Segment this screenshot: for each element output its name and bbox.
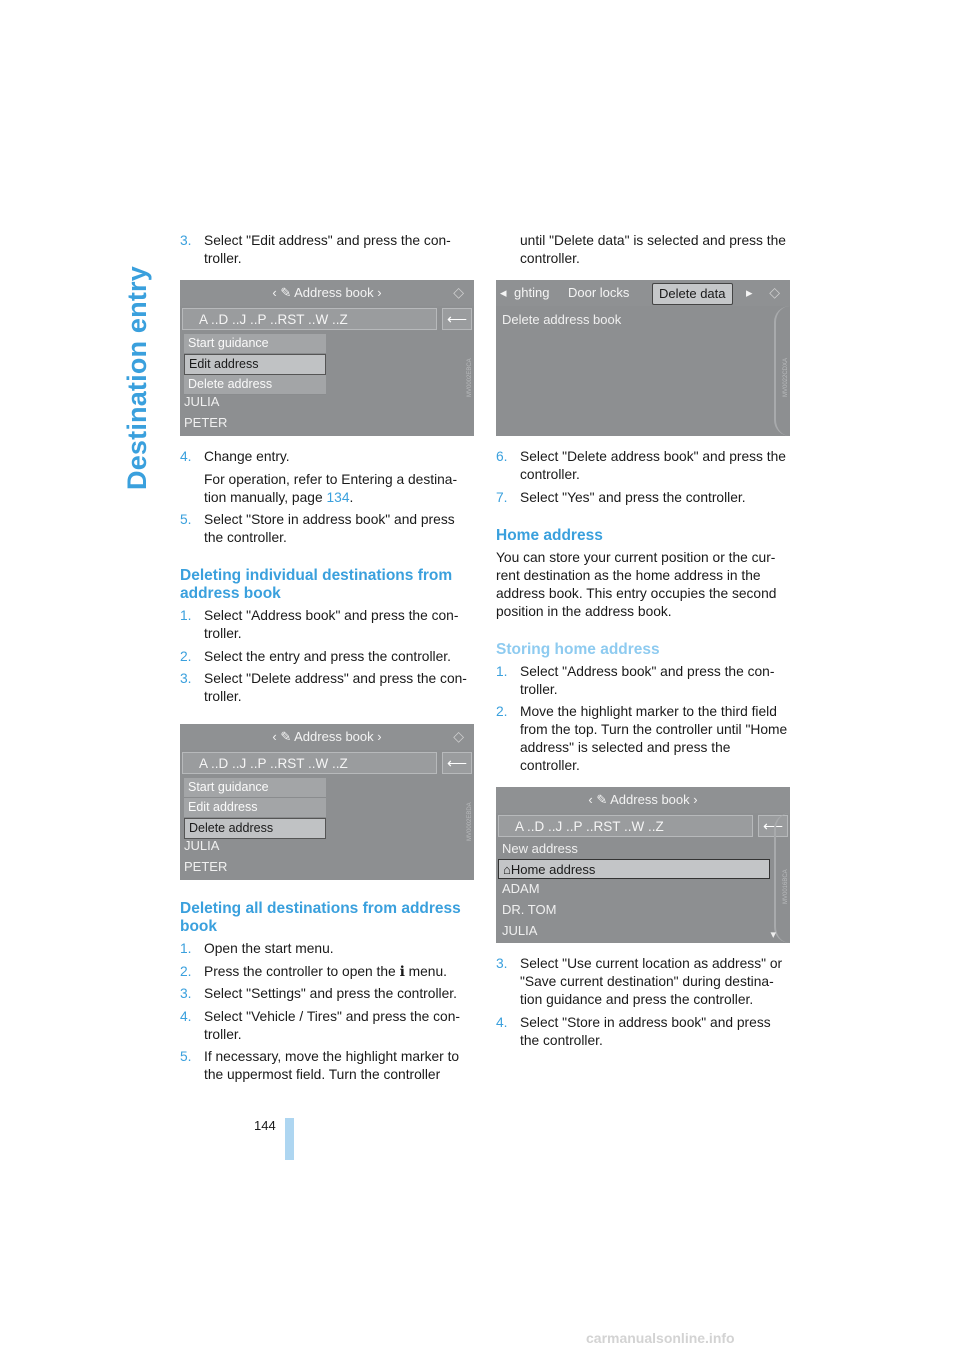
list-item: New address — [502, 841, 578, 856]
heading-delete-individual: Deleting individual destinations from address book — [180, 567, 453, 602]
step-item — [496, 955, 790, 1009]
home-icon: ⌂ — [503, 862, 511, 877]
step-item — [496, 703, 790, 775]
alphabet-bar: A ..D ..J ..P ..RST ..W ..Z — [498, 815, 753, 837]
step-number: 2. — [180, 963, 192, 979]
page-link[interactable]: 134 — [326, 489, 350, 505]
step-item — [496, 1014, 790, 1050]
arrow-right-icon: › — [377, 285, 382, 300]
step-text: Select "Store in address book" and press the controller. — [520, 1014, 771, 1048]
figure-code: MV0002EBCA — [467, 358, 473, 397]
alphabet-bar: A ..D ..J ..P ..RST ..W ..Z — [182, 752, 437, 774]
context-menu — [184, 778, 326, 839]
menu-item-edit-address: Edit address — [184, 798, 326, 818]
step-number: 2. — [180, 648, 192, 664]
step-item — [180, 648, 474, 666]
step-number: 4. — [496, 1014, 508, 1030]
arrow-left-icon: ◂ — [500, 285, 507, 300]
heading-delete-all: Deleting all destinations from address book — [180, 900, 461, 935]
step-text: Select the entry and press the controller. — [204, 648, 451, 664]
step-text: Change entry. — [204, 449, 290, 464]
list-item: DR. TOM — [502, 902, 557, 917]
step-item — [180, 607, 474, 643]
figure-code: MV0022CDXA — [783, 357, 789, 397]
arrow-right-icon: ▸ — [746, 285, 753, 300]
list-item-label: Home address — [510, 862, 596, 877]
step-item — [180, 985, 474, 1003]
step-item — [180, 1008, 474, 1044]
screen-header — [180, 280, 474, 306]
list-item-selected — [498, 859, 770, 879]
address-book-icon: ✎ — [280, 729, 292, 744]
controller-icon: ◇ — [453, 728, 464, 744]
screen-title: Address book — [610, 792, 690, 807]
step-text: Select "Vehicle / Tires" and press the con-troller. — [204, 1008, 460, 1042]
arrow-left-icon: ‹ — [272, 729, 281, 744]
step-item — [180, 940, 474, 958]
tab-delete-data: Delete data — [652, 283, 733, 305]
step-number: 1. — [496, 663, 508, 679]
screen-header — [496, 280, 790, 306]
arrow-left-icon: ‹ — [588, 792, 597, 807]
context-menu — [184, 334, 326, 395]
step-text: Select "Delete address" and press the con-troller. — [204, 671, 467, 704]
step-item — [180, 511, 474, 547]
step-text: Move the highlight marker to the third field from the top. Turn the controller until "Home address" is selected and press the controller. — [520, 704, 788, 773]
step-number: 3. — [180, 671, 192, 686]
list-item: PETER — [184, 859, 228, 874]
menu-item-edit-address: Edit address — [184, 354, 326, 375]
step-number: 1. — [180, 608, 192, 623]
step-cont-end: . — [349, 489, 354, 505]
controller-icon: ◇ — [769, 284, 780, 300]
list-item: Delete address book — [502, 312, 622, 327]
step-number: 3. — [180, 986, 192, 1001]
list-item: JULIA — [184, 838, 220, 853]
back-arrow-icon: ⟵ — [758, 815, 788, 837]
step-number: 6. — [496, 449, 508, 464]
step-continuation — [180, 471, 474, 507]
figure-code: MV0016BCA — [783, 869, 789, 904]
back-arrow-icon: ⟵ — [442, 752, 472, 774]
step-cont-text: For operation, refer to Entering a destina-tion manually, page — [204, 471, 458, 505]
step-text: Select "Delete address book" and press the controller. — [520, 449, 786, 482]
step-number: 7. — [496, 489, 508, 505]
figure-code: MV0002EBDA — [467, 802, 473, 841]
step-number: 5. — [180, 512, 192, 527]
step-number: 5. — [180, 1049, 192, 1064]
watermark: carmanualsonline.info — [586, 1330, 735, 1346]
arrow-right-icon: › — [377, 729, 382, 744]
menu-item-delete-address: Delete address — [184, 375, 326, 395]
heading-home-address: Home address — [496, 526, 603, 544]
menu-item-delete-address: Delete address — [184, 818, 326, 839]
step-text: Select "Address book" and press the con-troller. — [520, 663, 775, 697]
menu-item-start-guidance: Start guidance — [184, 778, 326, 798]
list-item: PETER — [184, 415, 228, 430]
step-number: 1. — [180, 941, 192, 956]
step-text: Select "Edit address" and press the con-troller. — [204, 233, 451, 266]
step-item — [496, 663, 790, 699]
section-title-vertical — [118, 232, 158, 490]
back-arrow-icon: ⟵ — [442, 308, 472, 330]
step-item — [496, 489, 790, 507]
scroll-down-icon: ▾ — [770, 929, 776, 941]
step-text: Select "Store in address book" and press the controller. — [204, 512, 455, 545]
screen-address-book-edit — [180, 280, 474, 436]
screen-address-book-delete — [180, 724, 474, 880]
tab-door-locks: Door locks — [568, 285, 630, 300]
list-item: JULIA — [184, 394, 220, 409]
step-text: Select "Settings" and press the controller. — [204, 986, 457, 1001]
step-text: If necessary, move the highlight marker to the uppermost field. Turn the controller — [204, 1049, 460, 1082]
step-item — [180, 1048, 474, 1084]
step-text: Press the controller to open the ℹ menu. — [204, 963, 447, 979]
step-text: Open the start menu. — [204, 941, 334, 956]
screen-header — [180, 724, 474, 750]
step-number: 3. — [180, 233, 192, 248]
step-text: Select "Use current location as address" or "Save current destination" during destina-tion guidance and press the controller. — [520, 956, 783, 1007]
section-title: Destination entry — [122, 266, 152, 490]
arrow-right-icon: › — [693, 792, 698, 807]
step-number: 2. — [496, 704, 508, 719]
step-item — [180, 670, 474, 706]
controller-icon: ◇ — [453, 284, 464, 300]
tab-lighting: ghting — [514, 285, 550, 300]
step-item — [496, 448, 790, 484]
screen-title: Address book — [294, 285, 374, 300]
left-column — [180, 232, 474, 1089]
arrow-left-icon: ‹ — [272, 285, 281, 300]
step-item — [180, 448, 474, 466]
screen-title: Address book — [294, 729, 374, 744]
step-continuation: until "Delete data" is selected and press the controller. — [520, 233, 786, 266]
page-number: 144 — [254, 1118, 276, 1133]
step-number: 4. — [180, 449, 192, 464]
screen-header — [496, 787, 790, 813]
step-text: Select "Address book" and press the con-troller. — [204, 608, 459, 641]
list-item: JULIA — [502, 923, 538, 938]
address-book-icon: ✎ — [280, 285, 292, 300]
screen-address-book-home — [496, 787, 790, 943]
step-text: Select "Yes" and press the controller. — [520, 489, 746, 505]
step-item — [180, 963, 474, 981]
screen-vehicle-settings — [496, 280, 790, 436]
menu-item-start-guidance: Start guidance — [184, 334, 326, 354]
address-book-icon: ✎ — [596, 792, 608, 807]
step-number: 3. — [496, 956, 508, 971]
step-number: 4. — [180, 1008, 192, 1024]
list-item: ADAM — [502, 881, 540, 896]
page-marker-bar — [285, 1118, 294, 1160]
right-column — [496, 232, 790, 1054]
home-address-paragraph: You can store your current position or the cur-rent destination as the home address in the address book. This entry occupies the second position in the address book. — [496, 549, 777, 619]
heading-storing-home: Storing home address — [496, 640, 660, 658]
step-item — [180, 232, 474, 268]
alphabet-bar: A ..D ..J ..P ..RST ..W ..Z — [182, 308, 437, 330]
